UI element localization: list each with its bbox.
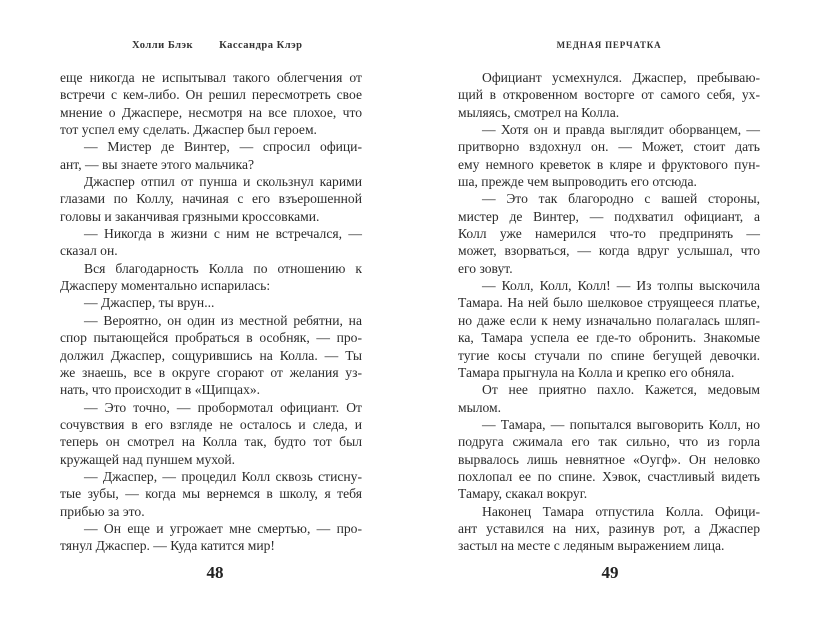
page-number-left: 48 [206, 563, 224, 582]
text-line: мылом. [458, 399, 502, 415]
text-line: прибью за это. [60, 503, 145, 519]
text-line: может, взорваться, — когда вдруг услышал, что [458, 243, 760, 259]
text-line: еще никогда не испытывал такого облегчения от [60, 70, 362, 85]
text-line: мнение о Джаспере, несмотря на все плохое, что [60, 104, 362, 120]
text-line: — Джаспер, ты врун... [84, 295, 215, 311]
text-line: подруга сжимала его так сильно, что из горла [458, 434, 760, 450]
text-line: — Мистер де Винтер, — спросил офици- [84, 139, 362, 155]
text-line: же знаешь, все в округе сгорают от желания уз- [60, 364, 362, 380]
text-line: ему немного креветок в кляре и фруктового пун- [458, 156, 760, 172]
text-line: Тамара прыгнула на Колла и крепко его обняла. [458, 364, 735, 380]
text-line: головы и заканчивая грязными кроссовками. [60, 208, 320, 224]
text-line: Наконец Тамара отпустила Колла. Офици- [482, 503, 760, 519]
running-header-authors [132, 40, 332, 51]
text-line: но даже если к нему изначально полагалась шляп- [458, 312, 760, 328]
text-line: Вся благодарность Колла по отношению к [84, 260, 362, 276]
text-line: похлопал ее по спине. Хэвок, счастливый видеть [458, 468, 760, 484]
text-line: тот успел ему сделать. Джаспер был героем. [60, 122, 317, 138]
text-line: ант уставился на них, разинув рот, а Джаспер [458, 520, 760, 536]
text-line: спор пытающейся пробраться в особняк, — про- [60, 330, 362, 346]
text-line: Колл уже намерился что-то предпринять — [458, 226, 760, 242]
text-line: застыл на месте с ледяным выражением лица. [458, 538, 725, 554]
text-line: — Вероятно, он один из местной ребятни, на [84, 312, 362, 328]
left-page-body [60, 69, 362, 555]
text-line: тугие косы стучали по спине бегущей девочки. [458, 347, 760, 363]
text-line: — Это так благородно с вашей стороны, [482, 191, 760, 207]
text-line: От нее приятно пахло. Кажется, медовым [482, 382, 760, 398]
text-line: — Он еще и угрожает мне смертью, — про- [84, 520, 362, 536]
text-line: тые зубы, — когда мы вернемся в школу, я тебя [60, 486, 362, 502]
author-name: Холли Блэк [132, 40, 194, 51]
text-line: тянул Джаспер. — Куда катится мир! [60, 538, 275, 554]
text-line: глазами по Коллу, начиная с его взъерошенной [60, 191, 362, 207]
text-line: — Тамара, — попытался выговорить Колл, но [482, 416, 760, 432]
text-line: Тамара. На ней было шелковое струящееся платье, [458, 295, 760, 311]
text-line: — Никогда в жизни с ним не встречался, — [84, 226, 362, 242]
text-line: Джаспер отпил от пунша и скользнул карими [84, 174, 362, 190]
text-line: встречи с кем-либо. Он решил пересмотреть свое [60, 87, 362, 103]
text-line: должил Джаспер, сощурившись на Колла. — Ты [60, 347, 362, 363]
text-line: сочувствия в его взгляде не осталось и следа, и [60, 416, 362, 432]
text-line: Официант усмехнулся. Джаспер, пребываю- [482, 70, 760, 85]
text-line: его зовут. [458, 260, 513, 276]
text-line: ша, прежде чем выпроводить его отсюда. [458, 174, 697, 190]
text-line: — Колл, Колл, Колл! — Из толпы выскочила [482, 278, 760, 294]
text-line: — Это точно, — пробормотал официант. От [84, 399, 362, 415]
text-line: теперь он смотрел на Колла так, будто тот был [60, 434, 362, 450]
text-line: мистер де Винтер, — подхватил официант, а [458, 208, 760, 224]
text-line: притворно вздохнул он. — Может, стоит дать [458, 139, 760, 155]
text-line: щий в откровенном восторге от самого себя, ух- [458, 87, 760, 103]
author-name: Кассандра Клэр [219, 40, 303, 51]
text-line: — Джаспер, — процедил Колл сквозь стисну- [84, 468, 362, 484]
running-header-title: МЕДНАЯ ПЕРЧАТКА [556, 40, 662, 50]
text-line: Тамару, скакал вокруг. [458, 486, 588, 502]
text-line: вырвалось лишь невнятное «Оугф». Он неловко [458, 451, 760, 467]
text-line: — Хотя он и правда выглядит оборванцем, — [482, 122, 760, 138]
text-line: Джасперу моментально испарилась: [60, 278, 271, 294]
text-line: мыляясь, смотрел на Колла. [458, 104, 620, 120]
page-number-right: 49 [601, 563, 619, 582]
text-line: ка, Тамара успела ее где-то обронить. Знакомые [458, 330, 760, 346]
text-line: нать, что происходит в «Щипцах». [60, 382, 261, 398]
text-line: кружащей над пуншем мухой. [60, 451, 236, 467]
right-page-body [458, 69, 760, 555]
text-line: сказал он. [60, 243, 118, 259]
text-line: ант, — вы знаете этого мальчика? [60, 156, 255, 172]
